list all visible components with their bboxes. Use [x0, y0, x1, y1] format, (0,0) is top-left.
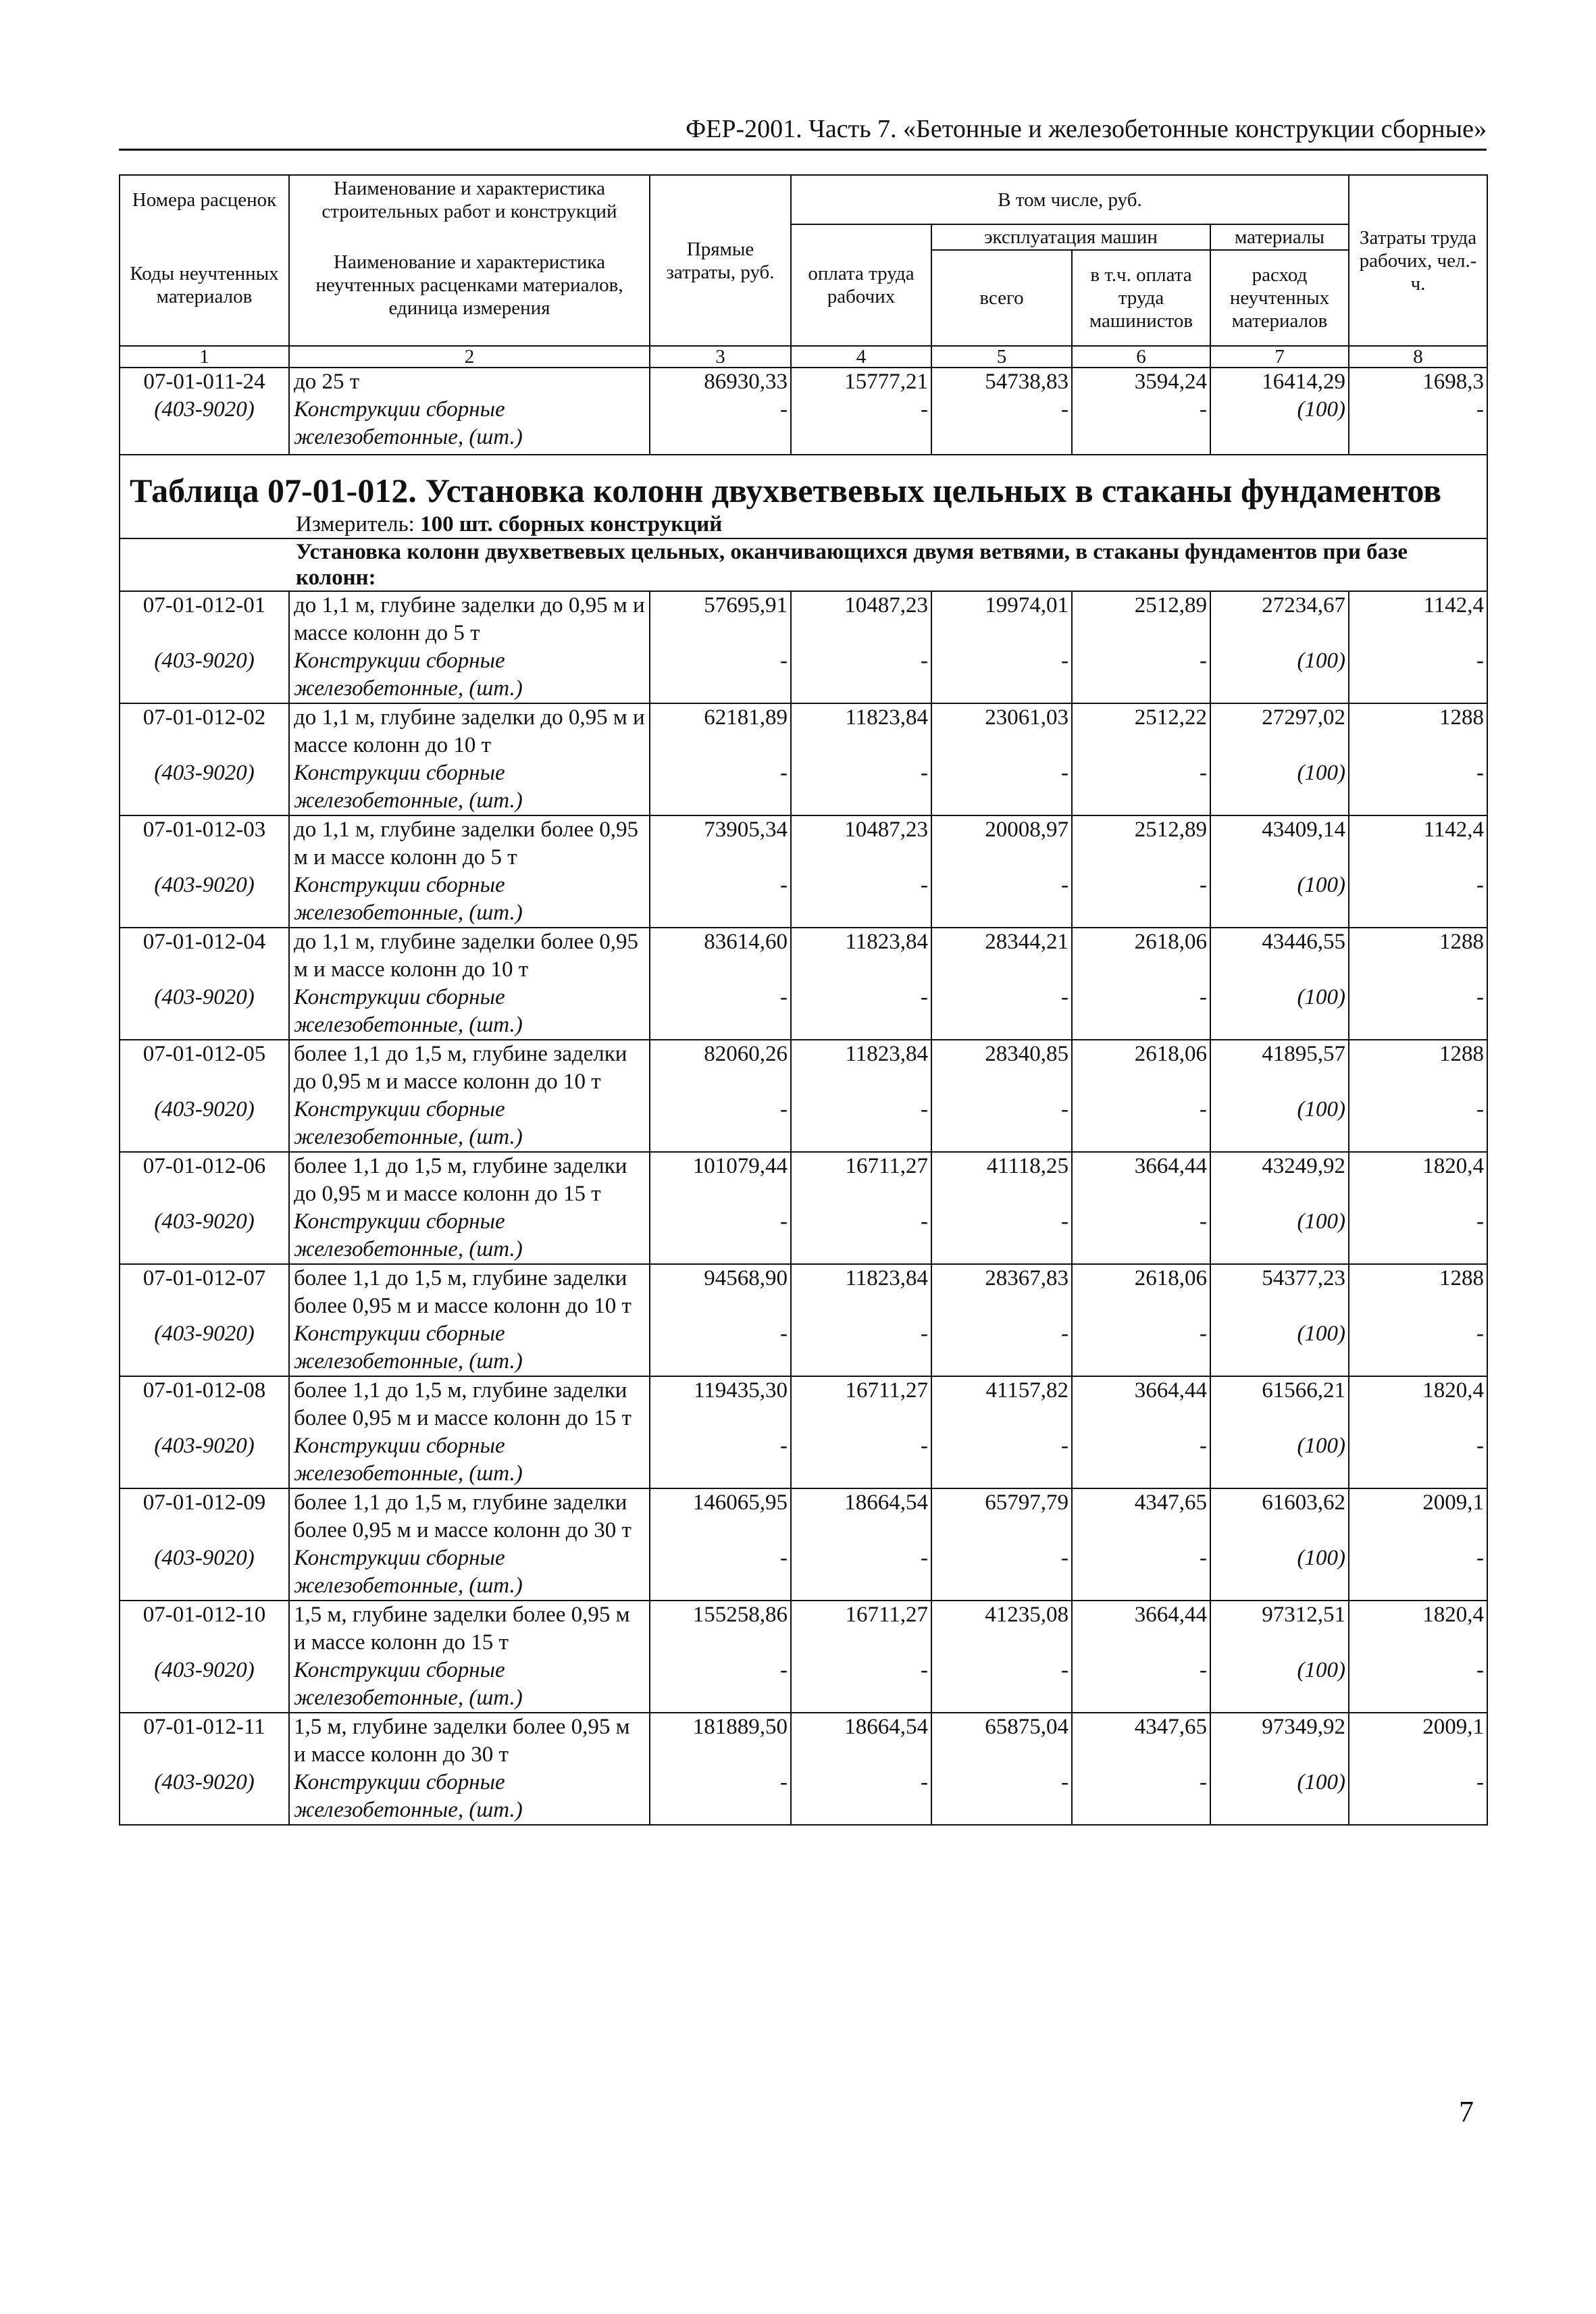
dash: -: [1349, 1320, 1487, 1376]
rate-row: [120, 591, 1487, 647]
direct-cost: 86930,33: [650, 368, 791, 396]
page-header-title: ФЕР-2001. Часть 7. «Бетонные и железобетонные конструкции сборные»: [686, 115, 1487, 143]
dash: -: [791, 872, 931, 928]
material-amount: (100): [1210, 1769, 1349, 1825]
dash: -: [931, 1320, 1072, 1376]
labor-pay: 18664,54: [791, 1488, 931, 1544]
material-name: Конструкции сборные железобетонные, (шт.): [289, 1208, 650, 1264]
labor-hours: 1288: [1349, 1264, 1487, 1320]
col-index: 1: [120, 346, 289, 368]
labor-hours: 1288: [1349, 703, 1487, 759]
rate-row: [120, 703, 1487, 759]
machinist-pay: 3594,24: [1072, 368, 1210, 396]
prev-rate-row: [120, 368, 1487, 396]
machine-total: 28340,85: [931, 1040, 1072, 1096]
material-amount: (100): [1210, 1432, 1349, 1488]
head-col1a: Номера расценок: [120, 175, 289, 224]
dash: -: [791, 1657, 931, 1713]
meter-value: 100 шт. сборных конструкций: [420, 512, 723, 536]
dash: -: [1072, 1432, 1210, 1488]
dash: -: [1072, 1208, 1210, 1264]
rate-row: [120, 1376, 1487, 1432]
material-name: Конструкции сборные железобетонные, (шт.): [289, 1544, 650, 1601]
rate-code: 07-01-012-09: [120, 1488, 289, 1544]
dash: -: [1349, 396, 1487, 455]
material-amount: (100): [1210, 872, 1349, 928]
dash: -: [1349, 872, 1487, 928]
head-col6: в т.ч. оплата труда машинистов: [1072, 250, 1210, 346]
rate-row: [120, 1264, 1487, 1320]
direct-cost: 119435,30: [650, 1376, 791, 1432]
dash: -: [650, 1208, 791, 1264]
material-row: [120, 872, 1487, 928]
material-code: (403-9020): [120, 1096, 289, 1152]
rate-code: 07-01-012-03: [120, 815, 289, 872]
labor-pay: 11823,84: [791, 928, 931, 984]
material-row: [120, 1769, 1487, 1825]
labor-pay: 10487,23: [791, 591, 931, 647]
dash: -: [1072, 1657, 1210, 1713]
labor-hours: 1288: [1349, 928, 1487, 984]
machine-total: 41157,82: [931, 1376, 1072, 1432]
materials: 43249,92: [1210, 1152, 1349, 1208]
head-mach: эксплуатация машин: [931, 224, 1210, 250]
dash: -: [1349, 1769, 1487, 1825]
col-index: 6: [1072, 346, 1210, 368]
dash: -: [650, 1769, 791, 1825]
rate-code: 07-01-012-02: [120, 703, 289, 759]
labor-hours: 1698,3: [1349, 368, 1487, 396]
dash: -: [791, 759, 931, 815]
material-amount: (100): [1210, 647, 1349, 703]
labor-pay: 16711,27: [791, 1152, 931, 1208]
rate-name: 1,5 м, глубине заделки более 0,95 м и массе колонн до 30 т: [289, 1713, 650, 1769]
machine-total: 28367,83: [931, 1264, 1072, 1320]
rate-row: [120, 1152, 1487, 1208]
direct-cost: 83614,60: [650, 928, 791, 984]
material-amount: (100): [1210, 1320, 1349, 1376]
dash: -: [931, 647, 1072, 703]
labor-hours: 2009,1: [1349, 1713, 1487, 1769]
dash: -: [1072, 872, 1210, 928]
machine-total: 65797,79: [931, 1488, 1072, 1544]
dash: -: [1349, 984, 1487, 1040]
dash: -: [791, 1769, 931, 1825]
material-name: Конструкции сборные железобетонные, (шт.): [289, 647, 650, 703]
dash: -: [931, 1544, 1072, 1601]
machinist-pay: 3664,44: [1072, 1152, 1210, 1208]
col-index: 3: [650, 346, 791, 368]
material-amount: (100): [1210, 1208, 1349, 1264]
material-row: [120, 984, 1487, 1040]
table-title: Таблица 07-01-012. Установка колонн двухветвевых цельных в стаканы фундаментов: [120, 455, 1487, 511]
labor-hours: 1820,4: [1349, 1376, 1487, 1432]
material-amount: (100): [1210, 1544, 1349, 1601]
dash: -: [791, 647, 931, 703]
dash: -: [650, 1657, 791, 1713]
rates-table: [119, 174, 1488, 1826]
machine-total: 65875,04: [931, 1713, 1072, 1769]
dash: -: [650, 984, 791, 1040]
dash: -: [791, 1320, 931, 1376]
rate-name: до 1,1 м, глубине заделки до 0,95 м и массе колонн до 10 т: [289, 703, 650, 759]
head-mat: материалы: [1210, 224, 1349, 250]
head-col4: оплата труда рабочих: [791, 224, 931, 346]
head-col2a: Наименование и характеристика строительных работ и конструкций: [289, 175, 650, 224]
rate-name: до 1,1 м, глубине заделки более 0,95 м и массе колонн до 10 т: [289, 928, 650, 984]
material-row: [120, 1320, 1487, 1376]
rate-row: [120, 1040, 1487, 1096]
dash: -: [791, 1208, 931, 1264]
direct-cost: 73905,34: [650, 815, 791, 872]
section-heading: Установка колонн двухветвевых цельных, оканчивающихся двумя ветвями, в стаканы фундаментов при базе колонн:: [120, 538, 1487, 591]
machine-total: 41118,25: [931, 1152, 1072, 1208]
rates-sheet: [119, 174, 1487, 1826]
material-code: (403-9020): [120, 396, 289, 455]
rate-code: 07-01-012-04: [120, 928, 289, 984]
materials: 61566,21: [1210, 1376, 1349, 1432]
materials: 97349,92: [1210, 1713, 1349, 1769]
labor-pay: 15777,21: [791, 368, 931, 396]
dash: -: [650, 872, 791, 928]
rate-name: до 1,1 м, глубине заделки до 0,95 м и массе колонн до 5 т: [289, 591, 650, 647]
machine-total: 54738,83: [931, 368, 1072, 396]
dash: -: [1349, 1657, 1487, 1713]
dash: -: [650, 647, 791, 703]
header-rule: [119, 149, 1487, 151]
direct-cost: 62181,89: [650, 703, 791, 759]
dash: -: [650, 396, 791, 455]
labor-pay: 16711,27: [791, 1601, 931, 1657]
labor-pay: 11823,84: [791, 1040, 931, 1096]
material-name: Конструкции сборные железобетонные, (шт.): [289, 872, 650, 928]
materials: 43409,14: [1210, 815, 1349, 872]
material-row: [120, 1432, 1487, 1488]
labor-hours: 2009,1: [1349, 1488, 1487, 1544]
labor-pay: 11823,84: [791, 1264, 931, 1320]
rate-code: 07-01-012-11: [120, 1713, 289, 1769]
direct-cost: 146065,95: [650, 1488, 791, 1544]
material-code: (403-9020): [120, 984, 289, 1040]
material-code: (403-9020): [120, 759, 289, 815]
materials: 16414,29: [1210, 368, 1349, 396]
col-index: 5: [931, 346, 1072, 368]
dash: -: [1072, 759, 1210, 815]
material-name: Конструкции сборные железобетонные, (шт.): [289, 759, 650, 815]
materials: 27297,02: [1210, 703, 1349, 759]
machinist-pay: 2618,06: [1072, 1264, 1210, 1320]
material-code: (403-9020): [120, 872, 289, 928]
material-name: Конструкции сборные железобетонные, (шт.): [289, 1769, 650, 1825]
dash: -: [791, 1432, 931, 1488]
machinist-pay: 2618,06: [1072, 928, 1210, 984]
machinist-pay: 2618,06: [1072, 1040, 1210, 1096]
materials: 41895,57: [1210, 1040, 1349, 1096]
dash: -: [931, 759, 1072, 815]
materials: 61603,62: [1210, 1488, 1349, 1544]
dash: -: [931, 1432, 1072, 1488]
material-code: (403-9020): [120, 1544, 289, 1601]
dash: -: [1349, 1432, 1487, 1488]
dash: -: [931, 984, 1072, 1040]
head-col1b: Коды неучтенных материалов: [120, 224, 289, 346]
direct-cost: 57695,91: [650, 591, 791, 647]
material-code: (403-9020): [120, 1432, 289, 1488]
col-index: 2: [289, 346, 650, 368]
rate-code: 07-01-012-01: [120, 591, 289, 647]
rates-body: [120, 591, 1487, 1825]
meter-label: Измеритель:: [296, 512, 415, 536]
labor-hours: 1142,4: [1349, 591, 1487, 647]
rate-code: 07-01-012-07: [120, 1264, 289, 1320]
machine-total: 20008,97: [931, 815, 1072, 872]
section-row: [120, 538, 1487, 591]
dash: -: [931, 1769, 1072, 1825]
page-number: 7: [1459, 2095, 1474, 2128]
labor-pay: 16711,27: [791, 1376, 931, 1432]
dash: -: [1072, 1320, 1210, 1376]
rate-name: более 1,1 до 1,5 м, глубине заделки более 0,95 м и массе колонн до 10 т: [289, 1264, 650, 1320]
material-name: Конструкции сборные железобетонные, (шт.): [289, 984, 650, 1040]
dash: -: [1072, 647, 1210, 703]
dash: -: [650, 759, 791, 815]
labor-pay: 11823,84: [791, 703, 931, 759]
machinist-pay: 4347,65: [1072, 1488, 1210, 1544]
dash: -: [931, 1657, 1072, 1713]
dash: -: [791, 984, 931, 1040]
dash: -: [650, 1096, 791, 1152]
dash: -: [931, 1096, 1072, 1152]
material-code: (403-9020): [120, 1657, 289, 1713]
materials: 97312,51: [1210, 1601, 1349, 1657]
col-index: 4: [791, 346, 931, 368]
labor-hours: 1142,4: [1349, 815, 1487, 872]
table-title-row: [120, 455, 1487, 511]
rate-code: 07-01-012-10: [120, 1601, 289, 1657]
rate-code: 07-01-012-06: [120, 1152, 289, 1208]
labor-pay: 18664,54: [791, 1713, 931, 1769]
dash: -: [931, 872, 1072, 928]
machine-total: 23061,03: [931, 703, 1072, 759]
head-col5: всего: [931, 250, 1072, 346]
head-incl: В том числе, руб.: [791, 175, 1349, 224]
material-name: Конструкции сборные железобетонные, (шт.): [289, 1432, 650, 1488]
machine-total: 41235,08: [931, 1601, 1072, 1657]
labor-hours: 1820,4: [1349, 1601, 1487, 1657]
material-row: [120, 1544, 1487, 1601]
dash: -: [931, 396, 1072, 455]
material-amount: (100): [1210, 759, 1349, 815]
rate-row: [120, 928, 1487, 984]
dash: -: [791, 1544, 931, 1601]
rate-code: 07-01-012-05: [120, 1040, 289, 1096]
rate-name: 1,5 м, глубине заделки более 0,95 м и массе колонн до 15 т: [289, 1601, 650, 1657]
machinist-pay: 3664,44: [1072, 1376, 1210, 1432]
materials: 27234,67: [1210, 591, 1349, 647]
dash: -: [791, 1096, 931, 1152]
header-row-1: [120, 175, 1487, 224]
dash: -: [650, 1544, 791, 1601]
material-amount: (100): [1210, 396, 1349, 455]
rate-row: [120, 1713, 1487, 1769]
col-index: 7: [1210, 346, 1349, 368]
dash: -: [1072, 1096, 1210, 1152]
direct-cost: 101079,44: [650, 1152, 791, 1208]
machinist-pay: 2512,22: [1072, 703, 1210, 759]
head-col8: Затраты труда рабочих, чел.-ч.: [1349, 175, 1487, 346]
material-row: [120, 1657, 1487, 1713]
dash: -: [791, 396, 931, 455]
rate-name: до 25 т: [289, 368, 650, 396]
machinist-pay: 2512,89: [1072, 591, 1210, 647]
material-name: Конструкции сборные железобетонные, (шт.): [289, 1657, 650, 1713]
rate-name: более 1,1 до 1,5 м, глубине заделки более 0,95 м и массе колонн до 15 т: [289, 1376, 650, 1432]
material-amount: (100): [1210, 1096, 1349, 1152]
material-row: [120, 647, 1487, 703]
head-col7: расход неучтенных материалов: [1210, 250, 1349, 346]
material-code: (403-9020): [120, 1320, 289, 1376]
dash: -: [1072, 984, 1210, 1040]
head-col2b: Наименование и характеристика неучтенных расценками материалов, единица измерения: [289, 224, 650, 346]
direct-cost: 94568,90: [650, 1264, 791, 1320]
material-amount: (100): [1210, 1657, 1349, 1713]
rate-row: [120, 1488, 1487, 1544]
dash: -: [931, 1208, 1072, 1264]
rate-code: 07-01-012-08: [120, 1376, 289, 1432]
labor-hours: 1820,4: [1349, 1152, 1487, 1208]
machinist-pay: 2512,89: [1072, 815, 1210, 872]
machinist-pay: 3664,44: [1072, 1601, 1210, 1657]
rate-row: [120, 815, 1487, 872]
rate-row: [120, 1601, 1487, 1657]
machinist-pay: 4347,65: [1072, 1713, 1210, 1769]
dash: -: [1072, 396, 1210, 455]
material-row: [120, 1208, 1487, 1264]
col-index: 8: [1349, 346, 1487, 368]
material-name: Конструкции сборные железобетонные, (шт.): [289, 396, 650, 455]
rate-name: более 1,1 до 1,5 м, глубине заделки более 0,95 м и массе колонн до 30 т: [289, 1488, 650, 1544]
labor-pay: 10487,23: [791, 815, 931, 872]
rate-name: более 1,1 до 1,5 м, глубине заделки до 0,95 м и массе колонн до 15 т: [289, 1152, 650, 1208]
rate-code: 07-01-011-24: [120, 368, 289, 396]
prev-material-row: [120, 396, 1487, 455]
dash: -: [1072, 1769, 1210, 1825]
dash: -: [1349, 647, 1487, 703]
dash: -: [1072, 1544, 1210, 1601]
labor-hours: 1288: [1349, 1040, 1487, 1096]
material-row: [120, 1096, 1487, 1152]
rate-name: более 1,1 до 1,5 м, глубине заделки до 0,95 м и массе колонн до 10 т: [289, 1040, 650, 1096]
meter-row: [120, 511, 1487, 538]
dash: -: [650, 1432, 791, 1488]
materials: 54377,23: [1210, 1264, 1349, 1320]
dash: -: [1349, 1544, 1487, 1601]
dash: -: [1349, 1096, 1487, 1152]
direct-cost: 82060,26: [650, 1040, 791, 1096]
material-row: [120, 759, 1487, 815]
material-amount: (100): [1210, 984, 1349, 1040]
material-code: (403-9020): [120, 1769, 289, 1825]
header-row-2: [120, 224, 1487, 250]
meter: [120, 511, 1487, 538]
material-name: Конструкции сборные железобетонные, (шт.): [289, 1096, 650, 1152]
machine-total: 19974,01: [931, 591, 1072, 647]
column-index-row: [120, 346, 1487, 368]
machine-total: 28344,21: [931, 928, 1072, 984]
material-name: Конструкции сборные железобетонные, (шт.): [289, 1320, 650, 1376]
head-col3: Прямые затраты, руб.: [650, 175, 791, 346]
dash: -: [1349, 759, 1487, 815]
material-code: (403-9020): [120, 1208, 289, 1264]
dash: -: [650, 1320, 791, 1376]
materials: 43446,55: [1210, 928, 1349, 984]
dash: -: [1349, 1208, 1487, 1264]
rate-name: до 1,1 м, глубине заделки более 0,95 м и массе колонн до 5 т: [289, 815, 650, 872]
direct-cost: 155258,86: [650, 1601, 791, 1657]
material-code: (403-9020): [120, 647, 289, 703]
direct-cost: 181889,50: [650, 1713, 791, 1769]
